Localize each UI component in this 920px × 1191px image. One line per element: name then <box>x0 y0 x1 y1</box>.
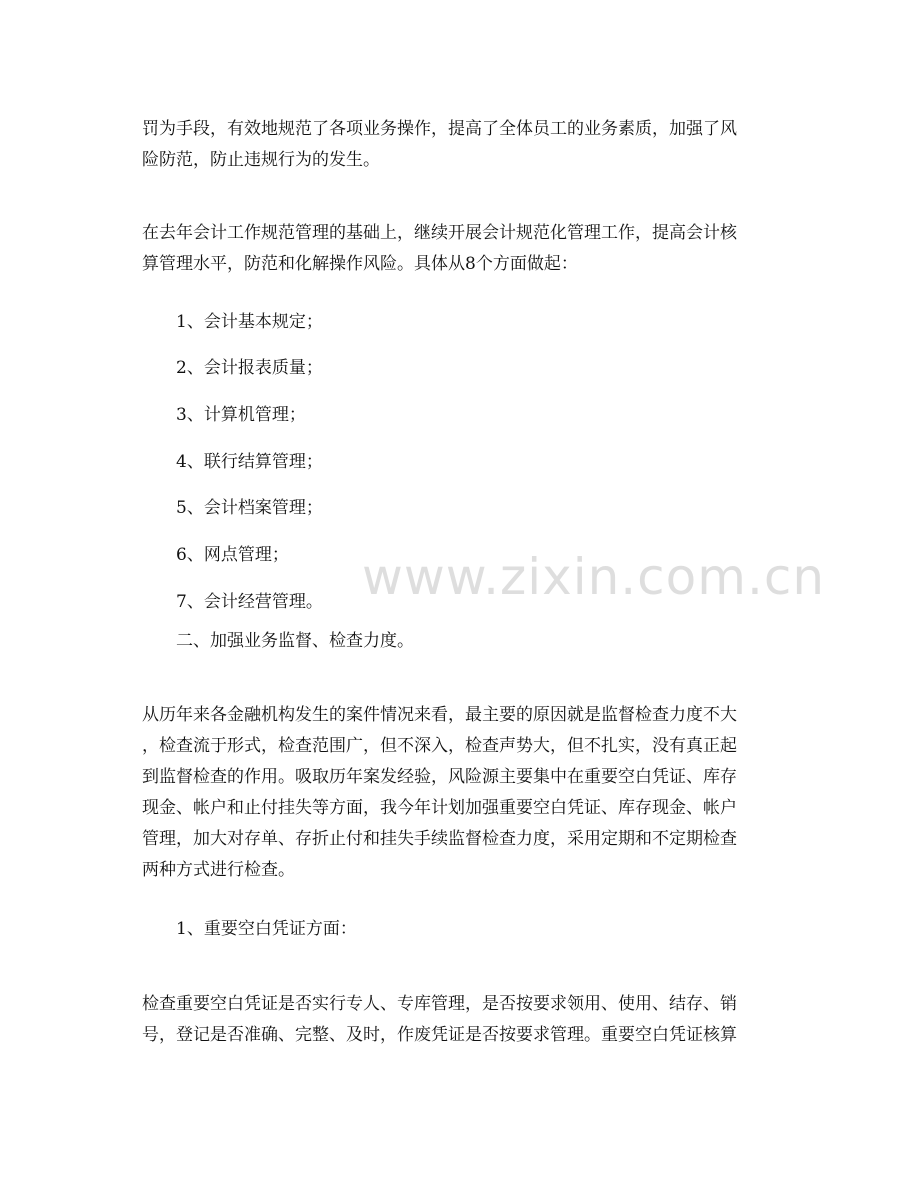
text-line: 险防范，防止违规行为的发生。 <box>142 150 380 170</box>
list-item: 2、会计报表质量； <box>176 358 323 378</box>
list-item: 3、计算机管理； <box>176 405 306 425</box>
list-item: 6、网点管理； <box>176 545 289 565</box>
text-line: 算管理水平，防范和化解操作风险。具体从8个方面做起： <box>142 254 578 274</box>
text-line: 现金、帐户和止付挂失等方面，我今年计划加强重要空白凭证、库存现金、帐户 <box>142 798 737 818</box>
paragraph-2 <box>142 218 782 280</box>
section-heading: 二、加强业务监督、检查力度。 <box>176 631 414 651</box>
text-line: 罚为手段，有效地规范了各项业务操作，提高了全体员工的业务素质，加强了风 <box>142 119 737 139</box>
paragraph-3 <box>142 700 782 886</box>
text-line: 在去年会计工作规范管理的基础上，继续开展会计规范化管理工作，提高会计核 <box>142 223 737 243</box>
text-line: 到监督检查的作用。吸取历年案发经验，风险源主要集中在重要空白凭证、库存 <box>142 767 737 787</box>
text-line: 检查重要空白凭证是否实行专人、专库管理，是否按要求领用、使用、结存、销 <box>142 994 737 1014</box>
text-line: 号，登记是否准确、完整、及时，作废凭证是否按要求管理。重要空白凭证核算 <box>142 1025 737 1045</box>
list-item: 1、会计基本规定； <box>176 312 323 332</box>
list-item: 7、会计经营管理。 <box>176 592 323 612</box>
text-line: 从历年来各金融机构发生的案件情况来看，最主要的原因就是监督检查力度不大 <box>142 705 737 725</box>
text-line: 管理，加大对存单、存折止付和挂失手续监督检查力度，采用定期和不定期检查 <box>142 829 737 849</box>
list-item: 5、会计档案管理； <box>176 498 323 518</box>
watermark: www.zixin.com.cn <box>362 548 826 606</box>
text-line: ，检查流于形式，检查范围广，但不深入，检查声势大，但不扎实，没有真正起 <box>142 736 737 756</box>
paragraph-1 <box>142 114 782 176</box>
paragraph-4 <box>142 989 782 1051</box>
subheading: 1、重要空白凭证方面： <box>176 919 357 939</box>
list-item: 4、联行结算管理； <box>176 452 323 472</box>
text-line: 两种方式进行检查。 <box>142 860 295 880</box>
